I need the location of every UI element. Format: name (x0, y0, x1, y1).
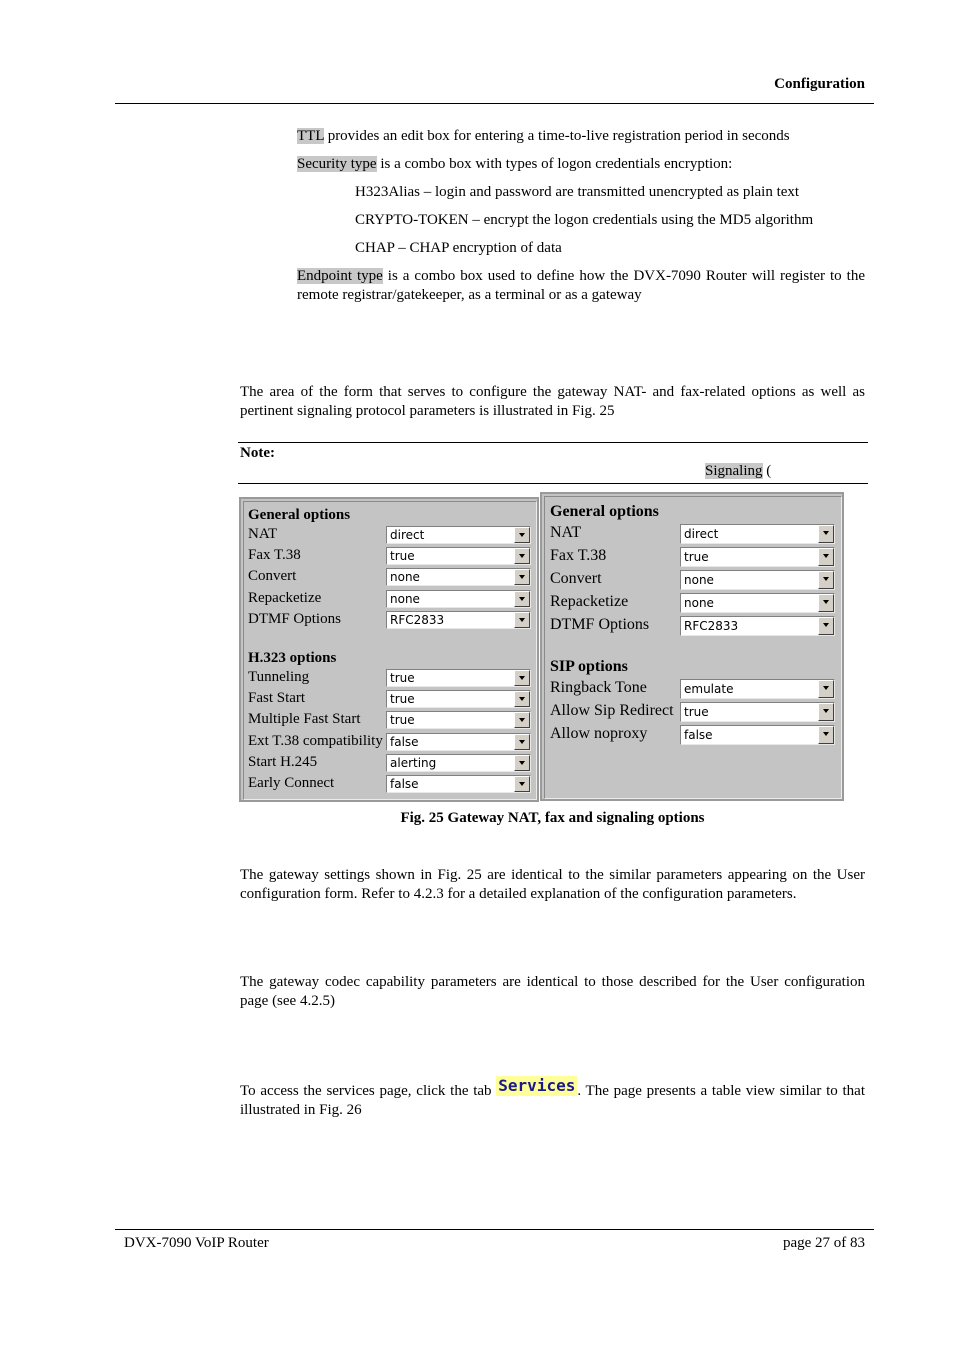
chevron-down-icon[interactable] (818, 525, 834, 543)
tunneling-value: true (390, 671, 415, 685)
fast-start-select[interactable] (386, 690, 531, 708)
multiple-fast-start-label: Multiple Fast Start (248, 711, 361, 727)
sip-options-title: SIP options (550, 658, 628, 675)
multiple-fast-start-value: true (390, 713, 415, 727)
option-term: Endpoint type (297, 268, 383, 284)
fax-t38-value: true (390, 549, 415, 563)
convert-value: none (390, 570, 420, 584)
start-h245-label: Start H.245 (248, 754, 318, 770)
chevron-down-icon[interactable] (818, 571, 834, 589)
security-type-list (355, 183, 813, 267)
gateway-settings-paragraph: The gateway settings shown in Fig. 25 are identical to the similar parameters appearing on the User configuration form. Refer to 4.2.3 for a detailed explanation of the configuration parameters. (240, 867, 865, 902)
fax-t38-select[interactable] (386, 547, 531, 565)
chevron-down-icon[interactable] (514, 734, 530, 750)
convert-label: Convert (550, 570, 602, 587)
nat-select[interactable] (680, 524, 835, 544)
services-text-after: . The page presents a table view similar to that illustrated in Fig. 26 (240, 1083, 865, 1118)
list-item: CHAP – CHAP encryption of data (355, 240, 562, 256)
chevron-down-icon[interactable] (818, 548, 834, 566)
option-term: Security type (297, 156, 377, 172)
allow-noproxy-select[interactable] (680, 725, 835, 745)
h323-options-title: H.323 options (248, 650, 337, 666)
ext-t38-value: false (390, 735, 419, 749)
services-tab[interactable]: Services (498, 1076, 576, 1095)
figure-caption: Fig. 25 Gateway NAT, fax and signaling options (400, 810, 705, 826)
start-h245-value: alerting (390, 756, 437, 770)
fax-t38-label: Fax T.38 (248, 547, 301, 563)
nat-label: NAT (550, 524, 582, 541)
repacketize-label: Repacketize (550, 593, 629, 610)
ext-t38-select[interactable] (386, 733, 531, 751)
note-label: Note: (240, 445, 275, 461)
note-signaling-tail: ( (762, 463, 772, 479)
nat-select[interactable] (386, 526, 531, 544)
chevron-down-icon[interactable] (818, 680, 834, 698)
chevron-down-icon[interactable] (514, 569, 530, 585)
convert-select[interactable] (680, 570, 835, 590)
dtmf-options-value: RFC2833 (390, 613, 445, 627)
sip-options-panel (540, 492, 844, 801)
convert-select[interactable] (386, 568, 531, 586)
note-signaling-term: Signaling (705, 463, 763, 479)
allow-sip-redirect-label: Allow Sip Redirect (550, 702, 674, 719)
ringback-tone-label: Ringback Tone (550, 679, 647, 696)
repacketize-select[interactable] (386, 590, 531, 608)
multiple-fast-start-select[interactable] (386, 711, 531, 729)
chevron-down-icon[interactable] (818, 617, 834, 635)
chevron-down-icon[interactable] (514, 612, 530, 628)
dtmf-options-label: DTMF Options (550, 616, 650, 633)
repacketize-label: Repacketize (248, 590, 322, 606)
nat-value: direct (684, 527, 719, 541)
header-rule (115, 103, 874, 104)
ringback-tone-value: emulate (684, 682, 734, 696)
services-text-before: To access the services page, click the tab (240, 1083, 497, 1099)
allow-noproxy-label: Allow noproxy (550, 725, 648, 742)
chevron-down-icon[interactable] (514, 670, 530, 686)
dtmf-options-value: RFC2833 (684, 619, 739, 633)
dtmf-options-select[interactable] (386, 611, 531, 629)
chevron-down-icon[interactable] (514, 527, 530, 543)
services-paragraph (240, 1076, 865, 1120)
tunneling-select[interactable] (386, 669, 531, 687)
early-connect-select[interactable] (386, 775, 531, 793)
general-options-title: General options (248, 507, 351, 523)
codec-paragraph: The gateway codec capability parameters are identical to those described for the User configuration page (see 4.2.5) (240, 974, 865, 1009)
repacketize-select[interactable] (680, 593, 835, 613)
chevron-down-icon[interactable] (818, 726, 834, 744)
fast-start-label: Fast Start (248, 690, 306, 706)
footer-product: DVX-7090 VoIP Router (124, 1235, 269, 1251)
chevron-down-icon[interactable] (514, 755, 530, 771)
note-top-rule (238, 442, 868, 443)
option-desc: provides an edit box for entering a time-to-live registration period in seconds (323, 128, 790, 144)
allow-sip-redirect-select[interactable] (680, 702, 835, 722)
ringback-tone-select[interactable] (680, 679, 835, 699)
convert-label: Convert (248, 568, 297, 584)
repacketize-value: none (390, 592, 420, 606)
note-bottom-rule (238, 483, 868, 484)
ext-t38-label: Ext T.38 compatibility (248, 733, 383, 749)
fast-start-value: true (390, 692, 415, 706)
general-options-title: General options (550, 503, 659, 520)
tunneling-label: Tunneling (248, 669, 310, 685)
dtmf-options-label: DTMF Options (248, 611, 341, 627)
header-section-title: Configuration (774, 76, 865, 92)
option-desc: is a combo box used to define how the DVX-7090 Router will register to the remote registrar/gatekeeper, as a terminal or as a gateway (297, 268, 865, 303)
chevron-down-icon[interactable] (514, 691, 530, 707)
footer-rule (115, 1229, 874, 1230)
footer-page-number: page 27 of 83 (782, 1235, 865, 1251)
option-endpoint-type (297, 267, 865, 305)
option-ttl (297, 127, 867, 146)
nat-value: direct (390, 528, 425, 542)
early-connect-value: false (390, 777, 419, 791)
start-h245-select[interactable] (386, 754, 531, 772)
chevron-down-icon[interactable] (818, 703, 834, 721)
nat-label: NAT (248, 526, 278, 542)
h323-options-panel (239, 497, 539, 802)
fax-t38-value: true (684, 550, 709, 564)
option-security-type (297, 155, 867, 174)
chevron-down-icon[interactable] (514, 776, 530, 792)
repacketize-value: none (684, 596, 714, 610)
list-item: CRYPTO-TOKEN – encrypt the logon credentials using the MD5 algorithm (355, 212, 814, 228)
chevron-down-icon[interactable] (514, 712, 530, 728)
early-connect-label: Early Connect (248, 775, 335, 791)
dtmf-options-select[interactable] (680, 616, 835, 636)
option-term: TTL (297, 128, 324, 144)
chevron-down-icon[interactable] (514, 548, 530, 564)
allow-noproxy-value: false (684, 728, 713, 742)
chevron-down-icon[interactable] (514, 591, 530, 607)
convert-value: none (684, 573, 714, 587)
fax-t38-select[interactable] (680, 547, 835, 567)
option-desc: is a combo box with types of logon credentials encryption: (376, 156, 733, 172)
intro-paragraph: The area of the form that serves to configure the gateway NAT- and fax-related options as well as pertinent signaling protocol parameters is illustrated in Fig. 25 (240, 384, 865, 419)
fax-t38-label: Fax T.38 (550, 547, 607, 564)
allow-sip-redirect-value: true (684, 705, 709, 719)
note-signaling (705, 463, 771, 480)
chevron-down-icon[interactable] (818, 594, 834, 612)
list-item: H323Alias – login and password are transmitted unencrypted as plain text (355, 184, 800, 200)
